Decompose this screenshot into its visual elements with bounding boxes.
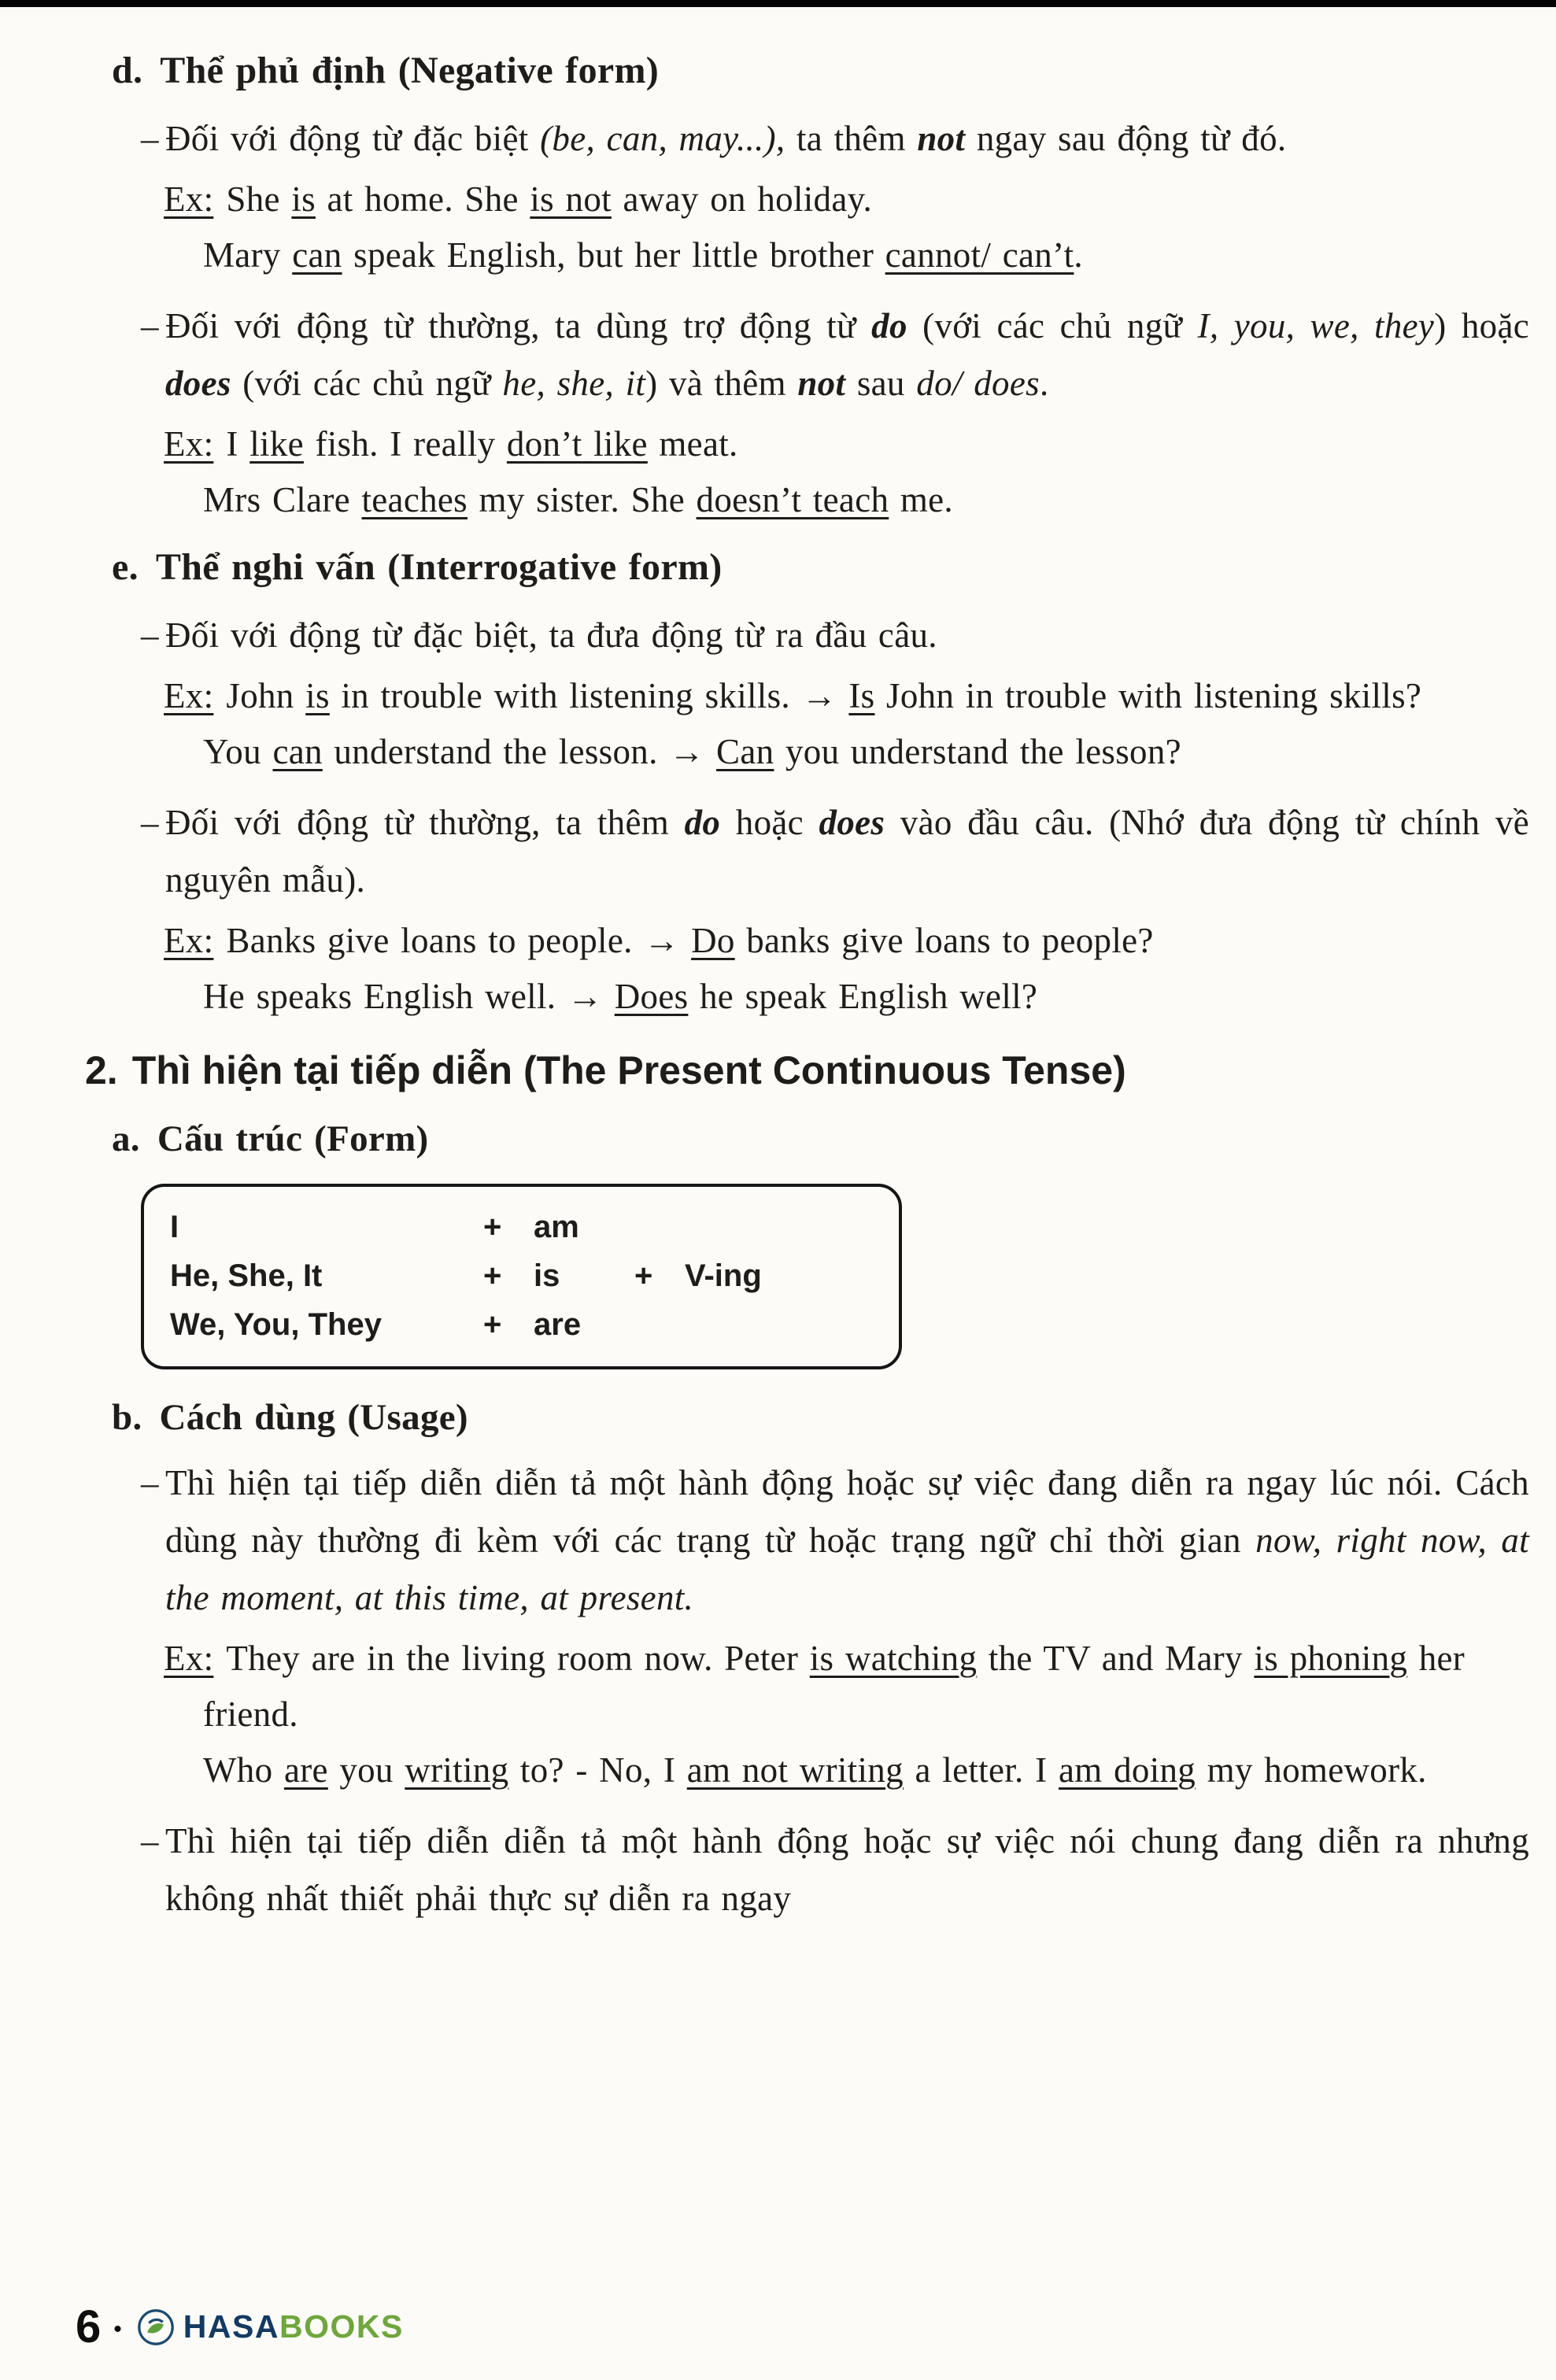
text-segment: are (283, 1750, 328, 1790)
bullet-dash: – (141, 1821, 159, 1861)
example-block (112, 1631, 1529, 1798)
example-block (112, 913, 1529, 1025)
example-text (226, 921, 1153, 960)
text-segment: They are in the living room now. Peter (226, 1639, 810, 1678)
text-segment: ta thêm (785, 119, 918, 158)
text-segment: Thì hiện tại tiếp diễn diễn tả một hành động hoặc sự việc nói chung đang diễn ra nhưng không nhất thiết phải thực sự diễn ra ngay (165, 1821, 1529, 1918)
text-segment: at home. She (315, 179, 530, 219)
bullet-dash: – (141, 306, 159, 346)
bullet-item (112, 1454, 1529, 1627)
text-segment: to? - No, I (508, 1750, 687, 1790)
text-segment: you understand the lesson? (774, 732, 1181, 771)
form-verb: am (534, 1210, 579, 1244)
text-segment: He speaks English well. → (203, 977, 615, 1016)
text-segment: I (226, 424, 250, 464)
text-segment: like (249, 424, 304, 464)
section-b-title: Cách dùng (Usage) (159, 1397, 468, 1438)
text-segment: John in trouble with listening skills? (874, 676, 1422, 715)
text-segment: You (203, 732, 273, 771)
section-d-heading (112, 46, 1529, 96)
section-a-title: Cấu trúc (Form) (157, 1118, 429, 1159)
form-subject: He, She, It (170, 1258, 323, 1293)
section-e-title: Thể nghi vấn (Interrogative form) (155, 546, 723, 588)
footer-separator-dot: • (113, 2315, 122, 2342)
text-segment: Do (691, 921, 735, 960)
text-segment: (be, can, may...), (540, 119, 785, 158)
example-label: Ex: (164, 424, 214, 464)
text-segment: Mary (203, 235, 293, 275)
text-segment: . (1074, 235, 1083, 275)
text-segment: my sister. She (467, 480, 697, 519)
example-text (226, 424, 737, 464)
page-footer (76, 2301, 404, 2353)
plus-sign: + (483, 1307, 502, 1342)
text-segment: meat. (647, 424, 738, 464)
text-segment: do (871, 306, 907, 346)
text-segment: writing (405, 1750, 509, 1790)
paragraph (165, 1813, 1529, 1927)
text-segment: hoặc (720, 803, 819, 842)
paragraph (165, 110, 1529, 168)
scan-edge-artifact (0, 0, 1556, 7)
form-verb: are (534, 1307, 582, 1342)
text-segment: do/ does (916, 364, 1040, 403)
form-row (170, 1251, 878, 1300)
form-row (170, 1203, 878, 1251)
form-ving: V-ing (685, 1258, 762, 1293)
text-segment: (với các chủ ngữ (231, 364, 503, 403)
text-segment: cannot/ can’t (885, 235, 1074, 275)
section-a-label: a. (112, 1118, 140, 1159)
text-segment: speak English, but her little brother (342, 235, 885, 275)
form-ving (685, 1203, 878, 1251)
example-label: Ex: (164, 1639, 214, 1678)
text-segment: can (292, 235, 342, 275)
text-segment: my homework. (1196, 1750, 1427, 1790)
example-label: Ex: (164, 676, 214, 715)
text-segment: understand the lesson. → (322, 732, 717, 771)
example-line (164, 416, 1529, 472)
form-subject: I (170, 1210, 179, 1244)
example-text (226, 676, 1421, 715)
paragraph (165, 298, 1529, 412)
text-segment: does (165, 364, 231, 403)
section-e-heading (112, 542, 1529, 593)
text-segment: he speak English well? (688, 977, 1038, 1016)
section-d-label: d. (112, 50, 143, 91)
text-segment: banks give loans to people? (734, 921, 1154, 960)
text-segment: away on holiday. (611, 179, 873, 219)
example-line (203, 724, 1529, 780)
text-segment: is phoning (1254, 1639, 1408, 1678)
text-segment: Đối với động từ thường, ta dùng trợ động từ (165, 306, 872, 346)
text-segment: is watching (809, 1639, 978, 1678)
example-block (112, 668, 1529, 780)
text-segment: (với các chủ ngữ (907, 306, 1198, 346)
text-segment: am doing (1058, 1750, 1196, 1790)
paragraph (165, 1454, 1529, 1627)
plus-sign (634, 1300, 685, 1349)
example-block (112, 172, 1529, 283)
plus-sign: + (483, 1210, 502, 1244)
section-2-label: 2. (85, 1048, 118, 1092)
text-segment: the TV and Mary (977, 1639, 1255, 1678)
text-segment: in trouble with listening skills. → (329, 676, 849, 715)
page-content (85, 46, 1530, 1931)
text-segment: Đối với động từ đặc biệt (165, 119, 541, 158)
text-segment: her friend. (203, 1639, 1465, 1734)
example-line (203, 1743, 1529, 1798)
text-segment: Đối với động từ đặc biệt, ta đưa động từ ra đầu câu. (165, 615, 937, 655)
bullet-dash: – (141, 1463, 159, 1502)
section-d-title: Thể phủ định (Negative form) (160, 50, 660, 91)
text-segment: teaches (361, 480, 468, 519)
page-number: 6 (76, 2301, 102, 2352)
form-row (170, 1300, 878, 1349)
section-a-heading (112, 1114, 1529, 1163)
bullet-item (112, 1813, 1529, 1927)
text-segment: not (917, 119, 966, 158)
example-label: Ex: (164, 179, 214, 219)
text-segment: do (684, 803, 721, 842)
text-segment: ) hoặc (1434, 306, 1530, 346)
text-segment: fish. I really (303, 424, 507, 464)
text-segment: Thì hiện tại tiếp diễn diễn tả một hành động hoặc sự việc đang diễn ra ngay lúc nói. Cách dùng này thường đi kèm với các trạng từ hoặc trạng ngữ chỉ thời gian (165, 1463, 1529, 1560)
plus-sign (634, 1203, 685, 1251)
form-ving (685, 1300, 878, 1349)
text-segment: now, right now, at the moment, at this time, at present. (165, 1521, 1529, 1617)
bullet-item (112, 298, 1529, 412)
bullet-dash: – (141, 803, 159, 842)
text-segment: . (1039, 364, 1049, 403)
text-segment: don’t like (506, 424, 648, 464)
example-line (203, 227, 1529, 283)
section-b-heading (112, 1393, 1529, 1442)
text-segment: She (226, 179, 292, 219)
example-text (226, 179, 872, 219)
plus-sign: + (483, 1258, 502, 1293)
text-segment: does (819, 803, 885, 842)
example-line (164, 1631, 1529, 1743)
example-line (164, 668, 1529, 724)
form-verb: is (534, 1258, 560, 1293)
brand-books: BOOKS (279, 2308, 404, 2345)
bullet-dash: – (141, 119, 159, 158)
text-segment: is not (530, 179, 612, 219)
text-segment: Who (203, 1750, 284, 1790)
text-segment: you (327, 1750, 405, 1790)
form-subject: We, You, They (170, 1307, 382, 1342)
text-segment: he, she, it (502, 364, 646, 403)
text-segment: Mrs Clare (203, 480, 362, 519)
text-segment: Banks give loans to people. → (226, 921, 692, 960)
bullet-item (112, 607, 1529, 664)
section-e-label: e. (112, 546, 139, 588)
text-segment: doesn’t teach (696, 480, 889, 519)
text-segment: can (272, 732, 323, 771)
text-segment: John (226, 676, 306, 715)
example-line (164, 913, 1529, 969)
text-segment: is (291, 179, 316, 219)
section-2-heading (85, 1044, 1529, 1097)
text-segment: vào đầu câu. (Nhớ đưa động từ chính về nguyên mẫu). (165, 803, 1529, 900)
bullet-item (112, 794, 1529, 909)
text-segment: sau (845, 364, 917, 403)
paragraph (165, 607, 1529, 664)
bullet-item (112, 110, 1529, 168)
text-segment: is (305, 676, 330, 715)
example-line (203, 969, 1529, 1025)
text-segment: Does (614, 977, 689, 1016)
example-line (164, 172, 1529, 227)
text-segment: am not writing (686, 1750, 904, 1790)
text-segment: I, you, we, they (1197, 306, 1435, 346)
text-segment: Is (848, 676, 875, 715)
brand-wordmark (183, 2308, 404, 2345)
text-segment: Đối với động từ thường, ta thêm (165, 803, 685, 842)
example-line (203, 472, 1529, 528)
text-segment: not (797, 364, 846, 403)
text-segment: a letter. I (903, 1750, 1059, 1790)
example-block (112, 416, 1529, 528)
hasabooks-logo-icon (136, 2308, 176, 2347)
section-b-label: b. (112, 1397, 142, 1438)
text-segment: me. (889, 480, 953, 519)
plus-sign: + (634, 1258, 653, 1293)
text-segment: ) và thêm (645, 364, 798, 403)
text-segment: Can (716, 732, 774, 771)
form-structure-box (141, 1184, 902, 1369)
paragraph (165, 794, 1529, 909)
section-2-title: Thì hiện tại tiếp diễn (The Present Continuous Tense) (131, 1048, 1126, 1092)
brand-hasa: HASA (183, 2308, 279, 2345)
text-segment: ngay sau động từ đó. (965, 119, 1287, 158)
example-label: Ex: (164, 921, 214, 960)
bullet-dash: – (141, 615, 159, 655)
example-text (203, 1639, 1465, 1734)
